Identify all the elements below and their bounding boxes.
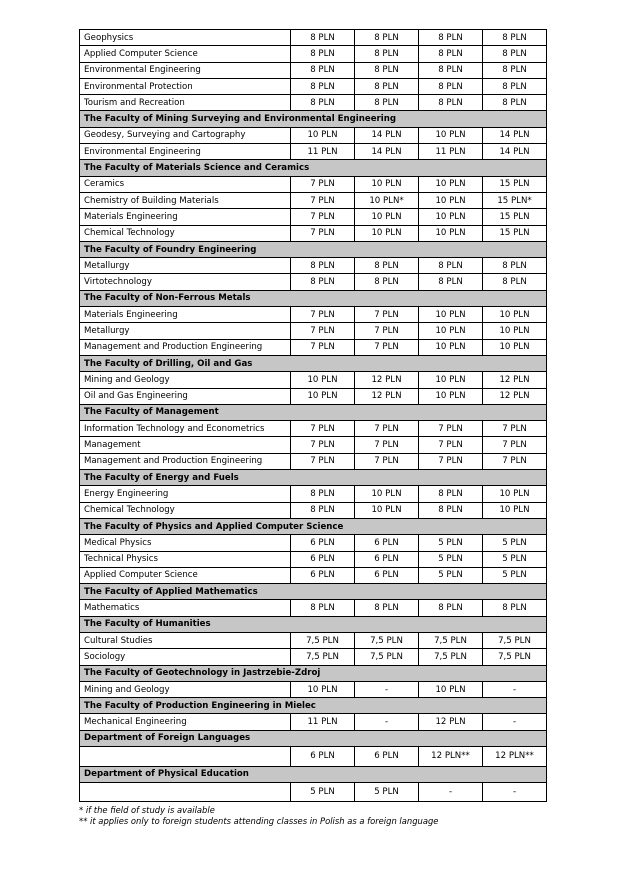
faculty-header-row	[80, 518, 547, 534]
fee-cell: 8 PLN	[419, 46, 483, 62]
course-name: Chemical Technology	[80, 502, 291, 518]
fee-cell: 8 PLN	[483, 600, 547, 616]
fee-cell: 8 PLN	[355, 600, 419, 616]
course-name: Mathematics	[80, 600, 291, 616]
fee-cell: 7,5 PLN	[291, 649, 355, 665]
fee-cell: 10 PLN	[355, 486, 419, 502]
fee-cell: 7 PLN	[355, 339, 419, 355]
fee-cell: 12 PLN**	[419, 747, 483, 767]
fee-cell: 7,5 PLN	[483, 649, 547, 665]
faculty-name: The Faculty of Foundry Engineering	[80, 241, 547, 257]
fee-cell: 5 PLN	[355, 782, 419, 802]
fee-cell: 8 PLN	[355, 274, 419, 290]
fee-cell: 15 PLN*	[483, 192, 547, 208]
fee-cell: 8 PLN	[419, 30, 483, 46]
fee-cell: 10 PLN	[355, 225, 419, 241]
faculty-name: The Faculty of Applied Mathematics	[80, 584, 547, 600]
fee-table	[79, 29, 547, 802]
fee-cell: 8 PLN	[291, 274, 355, 290]
fee-cell: 8 PLN	[291, 502, 355, 518]
fee-cell: 8 PLN	[355, 78, 419, 94]
fee-cell: 10 PLN	[291, 127, 355, 143]
course-name: Geophysics	[80, 30, 291, 46]
faculty-header-row	[80, 111, 547, 127]
fee-cell: 10 PLN	[419, 127, 483, 143]
faculty-header-row	[80, 698, 547, 714]
table-row	[80, 632, 547, 648]
fee-cell: 10 PLN	[483, 502, 547, 518]
table-row	[80, 78, 547, 94]
fee-cell: 8 PLN	[291, 600, 355, 616]
course-name: Environmental Engineering	[80, 144, 291, 160]
fee-cell: 14 PLN	[355, 144, 419, 160]
fee-cell: 8 PLN	[355, 258, 419, 274]
table-row	[80, 600, 547, 616]
fee-cell: 8 PLN	[483, 274, 547, 290]
fee-cell: 7 PLN	[291, 192, 355, 208]
table-row	[80, 714, 547, 730]
fee-cell: 10 PLN	[419, 388, 483, 404]
faculty-name: The Faculty of Materials Science and Ceramics	[80, 160, 547, 176]
course-name: Information Technology and Econometrics	[80, 421, 291, 437]
fee-cell: 11 PLN	[291, 714, 355, 730]
faculty-header-row	[80, 160, 547, 176]
fee-cell: 7 PLN	[291, 421, 355, 437]
course-name	[80, 747, 291, 767]
course-name: Virtotechnology	[80, 274, 291, 290]
fee-cell: 12 PLN**	[483, 747, 547, 767]
course-name: Oil and Gas Engineering	[80, 388, 291, 404]
fee-cell: 12 PLN	[355, 388, 419, 404]
fee-cell: 10 PLN	[355, 209, 419, 225]
table-row	[80, 339, 547, 355]
fee-cell: 15 PLN	[483, 176, 547, 192]
course-name: Geodesy, Surveying and Cartography	[80, 127, 291, 143]
table-row	[80, 567, 547, 583]
fee-cell: 12 PLN	[419, 714, 483, 730]
fee-cell: 8 PLN	[419, 78, 483, 94]
fee-cell: 7 PLN	[483, 453, 547, 469]
course-name: Environmental Protection	[80, 78, 291, 94]
course-name: Mining and Geology	[80, 372, 291, 388]
table-row	[80, 649, 547, 665]
fee-cell: 15 PLN	[483, 209, 547, 225]
fee-cell: 7,5 PLN	[355, 632, 419, 648]
fee-cell: 7 PLN	[291, 323, 355, 339]
fee-cell: 6 PLN	[355, 535, 419, 551]
fee-cell: 11 PLN	[419, 144, 483, 160]
table-row	[80, 176, 547, 192]
fee-cell: 8 PLN	[419, 600, 483, 616]
fee-cell: 8 PLN	[291, 78, 355, 94]
course-name: Materials Engineering	[80, 307, 291, 323]
table-row	[80, 95, 547, 111]
fee-cell: 7 PLN	[291, 176, 355, 192]
table-row	[80, 127, 547, 143]
footnote-single-star: * if the field of study is available	[79, 805, 215, 815]
course-name: Applied Computer Science	[80, 567, 291, 583]
fee-cell: 7 PLN	[355, 323, 419, 339]
course-name: Mechanical Engineering	[80, 714, 291, 730]
fee-cell: -	[483, 782, 547, 802]
fee-cell: 7 PLN	[419, 453, 483, 469]
fee-cell: 8 PLN	[355, 46, 419, 62]
fee-cell: 7 PLN	[419, 437, 483, 453]
faculty-header-row	[80, 241, 547, 257]
fee-cell: 10 PLN	[419, 176, 483, 192]
fee-cell: 5 PLN	[419, 567, 483, 583]
fee-cell: 8 PLN	[419, 274, 483, 290]
fee-cell: 10 PLN	[419, 372, 483, 388]
fee-cell: 7 PLN	[355, 421, 419, 437]
fee-cell: 10 PLN	[483, 307, 547, 323]
fee-cell: -	[419, 782, 483, 802]
fee-cell: 8 PLN	[419, 258, 483, 274]
table-row	[80, 46, 547, 62]
fee-cell: -	[355, 714, 419, 730]
fee-cell: 8 PLN	[483, 30, 547, 46]
fee-cell: 6 PLN	[291, 747, 355, 767]
fee-cell: 6 PLN	[291, 535, 355, 551]
faculty-header-row	[80, 290, 547, 306]
fee-cell: 5 PLN	[419, 551, 483, 567]
course-name: Medical Physics	[80, 535, 291, 551]
fee-cell: 8 PLN	[291, 46, 355, 62]
faculty-header-row	[80, 616, 547, 632]
fee-cell: 5 PLN	[483, 567, 547, 583]
table-row	[80, 225, 547, 241]
faculty-header-row	[80, 766, 547, 782]
fee-cell: 7,5 PLN	[291, 632, 355, 648]
fee-cell: 11 PLN	[291, 144, 355, 160]
fee-cell: 10 PLN*	[355, 192, 419, 208]
table-row	[80, 681, 547, 697]
fee-cell: 7 PLN	[291, 307, 355, 323]
fee-cell: 12 PLN	[483, 372, 547, 388]
table-row	[80, 307, 547, 323]
faculty-name: The Faculty of Management	[80, 404, 547, 420]
faculty-name: Department of Physical Education	[80, 766, 547, 782]
table-row	[80, 747, 547, 767]
course-name: Chemistry of Building Materials	[80, 192, 291, 208]
fee-cell: 7,5 PLN	[419, 649, 483, 665]
fee-table-body	[80, 30, 547, 802]
table-row	[80, 209, 547, 225]
course-name: Energy Engineering	[80, 486, 291, 502]
table-row	[80, 551, 547, 567]
fee-cell: 8 PLN	[291, 258, 355, 274]
table-row	[80, 782, 547, 802]
table-row	[80, 144, 547, 160]
faculty-header-row	[80, 470, 547, 486]
fee-cell: 7 PLN	[483, 437, 547, 453]
fee-cell: 8 PLN	[291, 95, 355, 111]
fee-cell: 8 PLN	[483, 258, 547, 274]
faculty-header-row	[80, 730, 547, 746]
course-name: Management and Production Engineering	[80, 453, 291, 469]
fee-cell: 10 PLN	[419, 681, 483, 697]
faculty-header-row	[80, 355, 547, 371]
fee-cell: 8 PLN	[355, 30, 419, 46]
fee-cell: 7 PLN	[291, 339, 355, 355]
fee-cell: 10 PLN	[419, 339, 483, 355]
fee-cell: 7,5 PLN	[419, 632, 483, 648]
fee-cell: 8 PLN	[355, 95, 419, 111]
fee-cell: 7 PLN	[291, 225, 355, 241]
fee-cell: 6 PLN	[355, 551, 419, 567]
faculty-header-row	[80, 665, 547, 681]
fee-cell: 10 PLN	[419, 225, 483, 241]
faculty-header-row	[80, 404, 547, 420]
faculty-name: Department of Foreign Languages	[80, 730, 547, 746]
fee-cell: 8 PLN	[483, 46, 547, 62]
fee-cell: 7 PLN	[355, 437, 419, 453]
fee-cell: 10 PLN	[419, 307, 483, 323]
fee-cell: 10 PLN	[355, 502, 419, 518]
fee-cell: 10 PLN	[419, 323, 483, 339]
fee-cell: 12 PLN	[483, 388, 547, 404]
faculty-name: The Faculty of Geotechnology in Jastrzebie-Zdroj	[80, 665, 547, 681]
faculty-name: The Faculty of Non-Ferrous Metals	[80, 290, 547, 306]
faculty-name: The Faculty of Physics and Applied Computer Science	[80, 518, 547, 534]
fee-cell: 10 PLN	[483, 486, 547, 502]
fee-cell: -	[483, 714, 547, 730]
fee-cell: 10 PLN	[483, 323, 547, 339]
table-row	[80, 486, 547, 502]
table-row	[80, 30, 547, 46]
table-row	[80, 323, 547, 339]
fee-cell: 10 PLN	[291, 388, 355, 404]
fee-cell: 8 PLN	[483, 78, 547, 94]
fee-cell: 8 PLN	[355, 62, 419, 78]
faculty-name: The Faculty of Production Engineering in Mielec	[80, 698, 547, 714]
course-name: Sociology	[80, 649, 291, 665]
course-name: Ceramics	[80, 176, 291, 192]
fee-cell: 15 PLN	[483, 225, 547, 241]
table-row	[80, 62, 547, 78]
table-row	[80, 535, 547, 551]
fee-cell: 10 PLN	[291, 372, 355, 388]
table-row	[80, 192, 547, 208]
table-row	[80, 421, 547, 437]
fee-cell: 10 PLN	[419, 209, 483, 225]
fee-cell: 7 PLN	[291, 209, 355, 225]
fee-cell: 14 PLN	[483, 127, 547, 143]
course-name	[80, 782, 291, 802]
fee-cell: 8 PLN	[483, 62, 547, 78]
course-name: Metallurgy	[80, 323, 291, 339]
fee-cell: 6 PLN	[291, 551, 355, 567]
fee-cell: 8 PLN	[483, 95, 547, 111]
table-row	[80, 274, 547, 290]
fee-cell: 8 PLN	[291, 62, 355, 78]
course-name: Metallurgy	[80, 258, 291, 274]
fee-cell: 8 PLN	[419, 486, 483, 502]
fee-cell: 10 PLN	[483, 339, 547, 355]
course-name: Cultural Studies	[80, 632, 291, 648]
course-name: Tourism and Recreation	[80, 95, 291, 111]
table-row	[80, 388, 547, 404]
fee-cell: 12 PLN	[355, 372, 419, 388]
table-row	[80, 372, 547, 388]
fee-cell: -	[483, 681, 547, 697]
fee-cell: 7,5 PLN	[483, 632, 547, 648]
fee-cell: 8 PLN	[419, 502, 483, 518]
fee-cell: 7 PLN	[291, 453, 355, 469]
faculty-name: The Faculty of Energy and Fuels	[80, 470, 547, 486]
course-name: Mining and Geology	[80, 681, 291, 697]
fee-cell: 8 PLN	[291, 30, 355, 46]
faculty-name: The Faculty of Drilling, Oil and Gas	[80, 355, 547, 371]
footnote-double-star: ** it applies only to foreign students attending classes in Polish as a foreign language	[79, 815, 439, 826]
fee-cell: -	[355, 681, 419, 697]
faculty-name: The Faculty of Mining Surveying and Environmental Engineering	[80, 111, 547, 127]
table-row	[80, 453, 547, 469]
footnotes	[79, 805, 438, 826]
fee-cell: 8 PLN	[419, 62, 483, 78]
faculty-header-row	[80, 584, 547, 600]
fee-cell: 6 PLN	[355, 747, 419, 767]
table-row	[80, 258, 547, 274]
course-name: Management and Production Engineering	[80, 339, 291, 355]
fee-cell: 7 PLN	[355, 307, 419, 323]
course-name: Applied Computer Science	[80, 46, 291, 62]
fee-cell: 8 PLN	[419, 95, 483, 111]
fee-cell: 7 PLN	[355, 453, 419, 469]
faculty-name: The Faculty of Humanities	[80, 616, 547, 632]
fee-cell: 5 PLN	[291, 782, 355, 802]
fee-cell: 14 PLN	[355, 127, 419, 143]
course-name: Materials Engineering	[80, 209, 291, 225]
fee-cell: 5 PLN	[419, 535, 483, 551]
fee-cell: 10 PLN	[291, 681, 355, 697]
fee-cell: 10 PLN	[419, 192, 483, 208]
fee-cell: 5 PLN	[483, 551, 547, 567]
course-name: Chemical Technology	[80, 225, 291, 241]
course-name: Technical Physics	[80, 551, 291, 567]
table-row	[80, 502, 547, 518]
course-name: Management	[80, 437, 291, 453]
fee-cell: 7,5 PLN	[355, 649, 419, 665]
course-name: Environmental Engineering	[80, 62, 291, 78]
fee-cell: 7 PLN	[483, 421, 547, 437]
fee-cell: 5 PLN	[483, 535, 547, 551]
fee-cell: 6 PLN	[355, 567, 419, 583]
fee-cell: 6 PLN	[291, 567, 355, 583]
table-row	[80, 437, 547, 453]
fee-cell: 7 PLN	[419, 421, 483, 437]
fee-cell: 14 PLN	[483, 144, 547, 160]
fee-cell: 10 PLN	[355, 176, 419, 192]
fee-cell: 8 PLN	[291, 486, 355, 502]
fee-cell: 7 PLN	[291, 437, 355, 453]
